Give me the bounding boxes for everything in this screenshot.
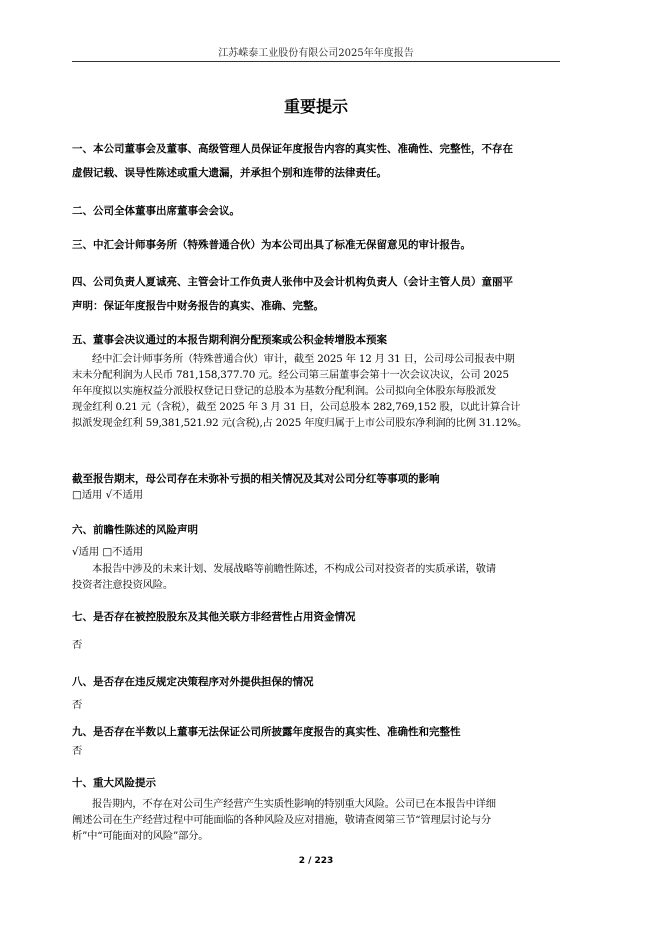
section-5-paragraph: [72, 351, 572, 431]
section-6-heading: 六、前瞻性陈述的风险声明: [72, 524, 198, 536]
section-1-line-2: 虚假记载、误导性陈述或重大遗漏，并承担个别和连带的法律责任。: [72, 167, 387, 179]
section-10-line: 析”中“可能面对的风险”部分。: [72, 830, 209, 842]
section-5-line: 经中汇会计师事务所（特殊普通合伙）审计，截至 2025 年 12 月 31 日，公司母公司报表中期: [92, 353, 515, 365]
deficit-heading: 截至报告期末，母公司存在未弥补亏损的相关情况及其对公司分红等事项的影响: [72, 473, 440, 485]
section-10-heading: 十、重大风险提示: [72, 777, 156, 789]
section-6-options: √适用 □不适用: [72, 546, 144, 558]
page-number: 2 / 223: [298, 856, 334, 866]
section-5-line: 拟派发现金红利 59,381,521.92 元(含税),占 2025 年度归属于上市公司股东净利润的比例 31.12%。: [72, 417, 528, 429]
section-6-line: 本报告中涉及的未来计划、发展战略等前瞻性陈述，不构成公司对投资者的实质承诺，敬请: [92, 563, 496, 575]
section-1-line-1: 一、本公司董事会及董事、高级管理人员保证年度报告内容的真实性、准确性、完整性，不存在: [72, 143, 513, 155]
section-2-heading: 二、公司全体董事出席董事会会议。: [72, 205, 240, 217]
section-4-line-1: 四、公司负责人夏诚亮、主管会计工作负责人张伟中及会计机构负责人（会计主管人员）童丽平: [72, 276, 513, 288]
section-5-line: 年年度拟以实施权益分派股权登记日登记的总股本为基数分配利润。公司拟向全体股东每股派发: [72, 385, 497, 397]
section-10-paragraph: [72, 796, 572, 844]
section-5-heading: 五、董事会决议通过的本报告期利润分配预案或公积金转增股本预案: [72, 334, 387, 346]
header-rule: [72, 61, 560, 62]
section-10-line: 阐述公司在生产经营过程中可能面临的各种风险及应对措施，敬请查阅第三节“管理层讨论与分: [72, 814, 492, 826]
running-header: 江苏嵘泰工业股份有限公司2025年年度报告: [218, 48, 414, 59]
page-title: 重要提示: [283, 97, 348, 116]
section-6-paragraph: [72, 561, 572, 593]
section-8-answer: 否: [72, 699, 83, 711]
section-6-line: 投资者注意投资风险。: [72, 579, 173, 591]
section-5-line: 末未分配利润为人民币 781,158,377.70 元。经公司第三届董事会第十一次会议决议，公司 2025: [72, 369, 509, 381]
section-9-answer: 否: [72, 745, 83, 757]
section-7-answer: 否: [72, 639, 83, 651]
section-7-heading: 七、是否存在被控股股东及其他关联方非经营性占用资金情况: [72, 611, 356, 623]
section-5-line: 现金红利 0.21 元（含税），截至 2025 年 3 月 31 日，公司总股本 282,769,152 股，以此计算合计: [72, 401, 521, 413]
section-8-heading: 八、是否存在违反规定决策程序对外提供担保的情况: [72, 676, 314, 688]
section-4-line-2: 声明：保证年度报告中财务报告的真实、准确、完整。: [72, 300, 324, 312]
section-3-heading: 三、中汇会计师事务所（特殊普通合伙）为本公司出具了标准无保留意见的审计报告。: [72, 239, 471, 251]
section-10-line: 报告期内，不存在对公司生产经营产生实质性影响的特别重大风险。公司已在本报告中详细: [92, 798, 496, 810]
deficit-options: □适用 √不适用: [72, 489, 144, 501]
section-9-heading: 九、是否存在半数以上董事无法保证公司所披露年度报告的真实性、准确性和完整性: [72, 726, 461, 738]
